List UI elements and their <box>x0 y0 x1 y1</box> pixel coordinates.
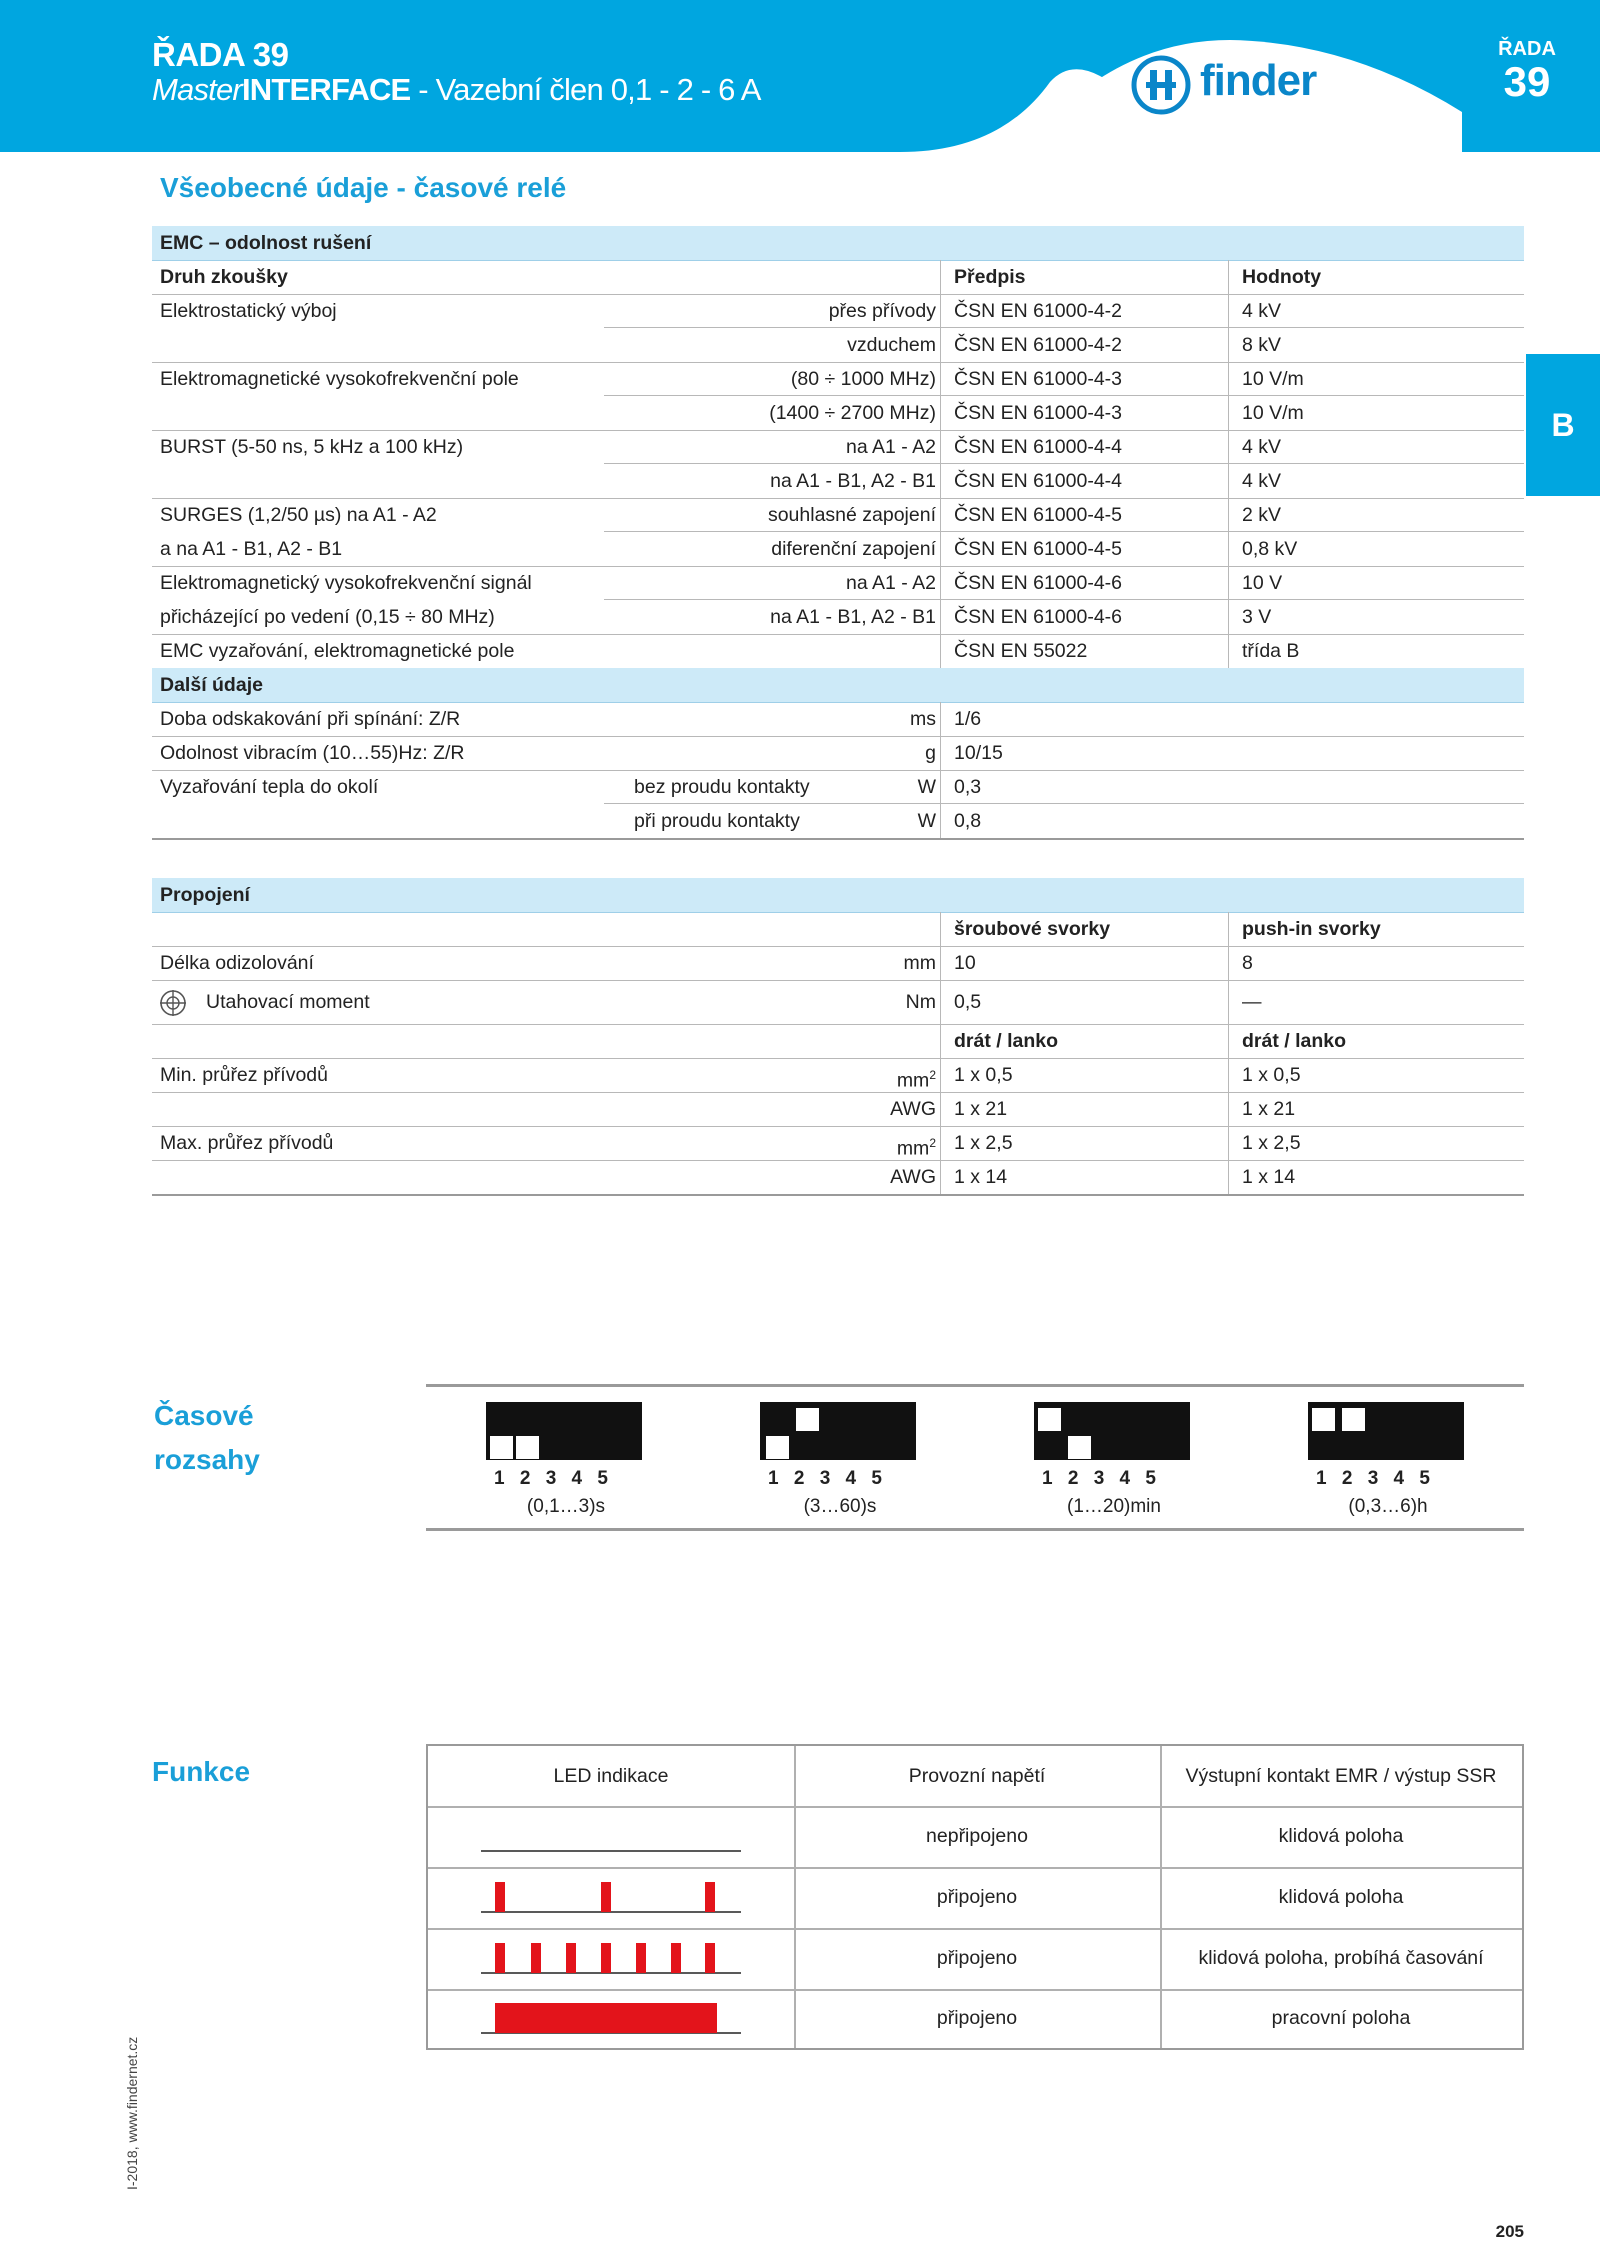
col-test: Druh zkoušky <box>160 266 288 288</box>
emc-value: 3 V <box>1242 606 1272 628</box>
led-pulse <box>601 1943 611 1973</box>
dip-switch-numbers: 1 2 3 4 5 <box>1042 1468 1156 1489</box>
emc-header: EMC – odolnost rušení <box>160 232 372 254</box>
torque-push: — <box>1242 991 1262 1013</box>
other-unit: W <box>917 810 936 832</box>
other-value: 0,8 <box>954 810 982 832</box>
dip-switch-position <box>1068 1436 1091 1459</box>
led-indication-cell <box>428 1806 794 1867</box>
emc-test: Elektromagnetický vysokofrekvenční signál <box>160 572 532 594</box>
dip-switch <box>486 1402 642 1460</box>
led-indication-cell <box>428 1989 794 2048</box>
max-awg-row <box>152 1160 1524 1196</box>
emc-value: 4 kV <box>1242 436 1282 458</box>
led-pulse <box>705 1882 715 1912</box>
dip-switch-position <box>516 1436 539 1459</box>
emc-row <box>152 600 1524 635</box>
led-indication-cell <box>428 1867 794 1928</box>
time-range-label: (0,3…6)h <box>1348 1496 1428 1517</box>
other-unit: ms <box>910 708 936 730</box>
emc-standard: ČSN EN 61000-4-2 <box>954 334 1122 356</box>
time-ranges-top-rule <box>426 1384 1524 1387</box>
dip-switch-position <box>490 1436 513 1459</box>
led-fast-blink-icon <box>471 1939 751 1979</box>
strip-label: Délka odizolování <box>160 952 314 974</box>
emc-test: Elektrostatický výboj <box>160 300 337 322</box>
emc-condition: vzduchem <box>847 334 936 356</box>
emc-header-row <box>152 226 1524 261</box>
other-unit: g <box>925 742 936 764</box>
side-tab-b: B <box>1526 354 1600 496</box>
output-cell: klidová poloha <box>1278 1825 1404 1847</box>
strip-length-row <box>152 946 1524 981</box>
emc-condition: diferenční zapojení <box>771 538 936 560</box>
emc-condition: na A1 - A2 <box>846 436 936 458</box>
min-mm2-screw: 1 x 0,5 <box>954 1064 1013 1086</box>
series-tab-number: 39 <box>1503 58 1551 105</box>
dip-switch <box>760 1402 916 1460</box>
emc-standard: ČSN EN 61000-4-3 <box>954 368 1122 390</box>
led-pulse <box>495 1943 505 1973</box>
strip-push: 8 <box>1242 952 1253 974</box>
max-label: Max. průřez přívodů <box>160 1132 334 1154</box>
emc-test: EMC vyzařování, elektromagnetické pole <box>160 640 515 662</box>
emc-divider-2 <box>1228 260 1229 668</box>
other-label: Doba odskakování při spínání: Z/R <box>160 708 461 730</box>
emc-standard: ČSN EN 61000-4-4 <box>954 470 1122 492</box>
emc-standard: ČSN EN 61000-4-3 <box>954 402 1122 424</box>
other-row <box>152 702 1524 737</box>
other-sub: při proudu kontakty <box>634 810 800 832</box>
wire-header-screw: drát / lanko <box>954 1030 1059 1052</box>
other-label: Vyzařování tepla do okolí <box>160 776 379 798</box>
led-indication-cell <box>428 1928 794 1989</box>
other-value: 1/6 <box>954 708 982 730</box>
wire-type-row <box>152 1024 1524 1059</box>
screwdriver-icon <box>158 988 188 1018</box>
strip-unit: mm <box>903 952 936 974</box>
emc-test: Elektromagnetické vysokofrekvenční pole <box>160 368 519 390</box>
emc-standard: ČSN EN 55022 <box>954 640 1088 662</box>
min-awg-row <box>152 1092 1524 1127</box>
emc-test: a na A1 - B1, A2 - B1 <box>160 538 343 560</box>
emc-condition <box>572 634 936 668</box>
functions-column-header: Výstupní kontakt EMR / výstup SSR <box>1185 1764 1497 1787</box>
col-standard: Předpis <box>954 266 1026 288</box>
other-header-row <box>152 668 1524 703</box>
emc-condition: na A1 - A2 <box>846 572 936 594</box>
series-tab-label: ŘADA <box>1498 38 1556 60</box>
emc-value: 10 V <box>1242 572 1283 594</box>
unit-sup: 2 <box>929 1068 936 1082</box>
connection-header: Propojení <box>160 884 250 906</box>
connection-divider-2 <box>1228 912 1229 1194</box>
led-pulse <box>671 1943 681 1973</box>
emc-divider-1 <box>940 260 941 668</box>
led-pulse <box>636 1943 646 1973</box>
emc-row <box>152 634 1524 669</box>
emc-standard: ČSN EN 61000-4-2 <box>954 300 1122 322</box>
min-mm2-push: 1 x 0,5 <box>1242 1064 1301 1086</box>
led-slow-blink-icon <box>471 1878 751 1918</box>
time-range-label: (0,1…3)s <box>526 1496 606 1517</box>
min-awg-push: 1 x 21 <box>1242 1098 1296 1120</box>
emc-value: 0,8 kV <box>1242 538 1298 560</box>
max-mm2-row <box>152 1126 1524 1161</box>
led-off-icon <box>471 1817 751 1857</box>
dip-switch-numbers: 1 2 3 4 5 <box>768 1468 882 1489</box>
supply-cell: připojeno <box>936 1886 1018 1908</box>
emc-standard: ČSN EN 61000-4-5 <box>954 538 1122 560</box>
dip-switch-numbers: 1 2 3 4 5 <box>494 1468 608 1489</box>
emc-row <box>152 498 1524 532</box>
other-unit: W <box>917 776 936 798</box>
dip-switch <box>1308 1402 1464 1460</box>
emc-condition: (80 ÷ 1000 MHz) <box>790 368 936 390</box>
series-subtitle <box>152 72 761 108</box>
min-unit-awg: AWG <box>890 1098 936 1120</box>
other-header: Další údaje <box>160 674 263 696</box>
emc-row <box>152 362 1524 396</box>
emc-standard: ČSN EN 61000-4-6 <box>954 572 1122 594</box>
other-divider <box>940 702 941 838</box>
emc-value: 4 kV <box>1242 470 1282 492</box>
torque-screw: 0,5 <box>954 991 982 1013</box>
other-row <box>152 804 1524 840</box>
emc-row <box>152 396 1524 431</box>
emc-column-header-row <box>152 260 1524 295</box>
output-cell: klidová poloha, probíhá časování <box>1198 1947 1484 1969</box>
emc-value: třída B <box>1242 640 1300 662</box>
emc-row <box>152 532 1524 567</box>
page-number: 205 <box>1495 2222 1524 2241</box>
emc-condition: na A1 - B1, A2 - B1 <box>770 606 936 628</box>
unit-mm2: mm <box>896 1069 930 1092</box>
led-pulse <box>601 1882 611 1912</box>
connection-column-row <box>152 912 1524 947</box>
led-pulse <box>566 1943 576 1973</box>
max-unit-awg: AWG <box>890 1166 936 1188</box>
emc-row <box>152 566 1524 600</box>
emc-value: 4 kV <box>1242 300 1282 322</box>
max-awg-push: 1 x 14 <box>1242 1166 1296 1188</box>
general-section-title: Všeobecné údaje - časové relé <box>160 172 567 203</box>
dip-switch <box>1034 1402 1190 1460</box>
supply-cell: připojeno <box>936 1947 1018 1969</box>
other-row <box>152 770 1524 804</box>
emc-value: 10 V/m <box>1242 402 1304 424</box>
time-ranges-bottom-rule <box>426 1528 1524 1531</box>
series-title: ŘADA 39 <box>152 36 289 73</box>
dip-switch-numbers: 1 2 3 4 5 <box>1316 1468 1430 1489</box>
functions-column-header: LED indikace <box>553 1764 669 1787</box>
output-cell: klidová poloha <box>1278 1886 1404 1908</box>
general-table <box>152 226 1524 846</box>
emc-row <box>152 328 1524 363</box>
finder-logo <box>1130 50 1370 120</box>
max-mm2-push: 1 x 2,5 <box>1242 1132 1301 1154</box>
min-awg-screw: 1 x 21 <box>954 1098 1008 1120</box>
emc-condition: na A1 - B1, A2 - B1 <box>770 470 936 492</box>
torque-unit: Nm <box>905 991 936 1013</box>
emc-standard: ČSN EN 61000-4-4 <box>954 436 1122 458</box>
emc-condition: (1400 ÷ 2700 MHz) <box>769 402 936 424</box>
dip-switch-position <box>766 1436 789 1459</box>
torque-label: Utahovací moment <box>206 991 370 1013</box>
connection-divider-1 <box>940 912 941 1194</box>
time-ranges-title-line1: Časové <box>154 1400 254 1431</box>
min-label: Min. průřez přívodů <box>160 1064 328 1086</box>
output-cell: pracovní poloha <box>1271 2007 1411 2029</box>
subtitle-rest: - Vazební člen 0,1 - 2 - 6 A <box>410 72 761 107</box>
other-row <box>152 736 1524 771</box>
subtitle-prefix: Master <box>152 72 242 107</box>
wire-header-push: drát / lanko <box>1242 1030 1347 1052</box>
connection-header-row <box>152 878 1524 913</box>
functions-column-header: Provozní napětí <box>908 1764 1046 1787</box>
min-unit-mm2 <box>752 1058 936 1092</box>
functions-title: Funkce <box>152 1756 251 1787</box>
other-value: 10/15 <box>954 742 1003 764</box>
unit-sup: 2 <box>929 1136 936 1150</box>
emc-standard: ČSN EN 61000-4-5 <box>954 504 1122 526</box>
max-awg-screw: 1 x 14 <box>954 1166 1008 1188</box>
col-push: push-in svorky <box>1242 918 1381 940</box>
led-pulse <box>705 1943 715 1973</box>
supply-cell: nepřipojeno <box>926 1825 1028 1847</box>
time-ranges-title-line2: rozsahy <box>154 1444 260 1475</box>
other-value: 0,3 <box>954 776 982 798</box>
max-mm2-screw: 1 x 2,5 <box>954 1132 1013 1154</box>
finder-logo-icon <box>1130 54 1194 118</box>
time-range-label: (3…60)s <box>803 1496 877 1517</box>
finder-logo-text: finder <box>1200 56 1317 105</box>
subtitle-bold: INTERFACE <box>241 72 411 107</box>
col-screw: šroubové svorky <box>954 918 1111 940</box>
dip-switch-position <box>1342 1408 1365 1431</box>
emc-standard: ČSN EN 61000-4-6 <box>954 606 1122 628</box>
functions-table <box>426 1744 1524 2050</box>
torque-row <box>152 980 1524 1025</box>
emc-row <box>152 464 1524 499</box>
emc-value: 2 kV <box>1242 504 1282 526</box>
supply-cell: připojeno <box>936 2007 1018 2029</box>
emc-row <box>152 294 1524 328</box>
other-label: Odolnost vibracím (10…55)Hz: Z/R <box>160 742 465 764</box>
col-values: Hodnoty <box>1242 266 1322 288</box>
strip-screw: 10 <box>954 952 976 974</box>
edition-note: I-2018, www.findernet.cz <box>124 2036 140 2190</box>
emc-test: přicházející po vedení (0,15 ÷ 80 MHz) <box>160 606 495 628</box>
led-pulse <box>495 2003 717 2033</box>
led-pulse <box>495 1882 505 1912</box>
emc-condition: přes přívody <box>828 300 936 322</box>
led-on-icon <box>471 1999 751 2039</box>
other-sub: bez proudu kontakty <box>634 776 810 798</box>
unit-mm2: mm <box>896 1137 930 1160</box>
max-unit-mm2 <box>752 1126 936 1160</box>
emc-test: BURST (5-50 ns, 5 kHz a 100 kHz) <box>160 436 464 458</box>
emc-condition: souhlasné zapojení <box>767 504 936 526</box>
time-ranges-title <box>154 1394 260 1482</box>
dip-switch-position <box>1038 1408 1061 1431</box>
time-range-label: (1…20)min <box>1067 1496 1161 1517</box>
connection-table <box>152 878 1524 1198</box>
emc-row <box>152 430 1524 464</box>
emc-value: 8 kV <box>1242 334 1282 356</box>
min-mm2-row <box>152 1058 1524 1093</box>
led-pulse <box>531 1943 541 1973</box>
page-header <box>0 0 1600 152</box>
dip-switch-position <box>796 1408 819 1431</box>
emc-test: SURGES (1,2/50 µs) na A1 - A2 <box>160 504 437 526</box>
emc-value: 10 V/m <box>1242 368 1304 390</box>
dip-switch-position <box>1312 1408 1335 1431</box>
